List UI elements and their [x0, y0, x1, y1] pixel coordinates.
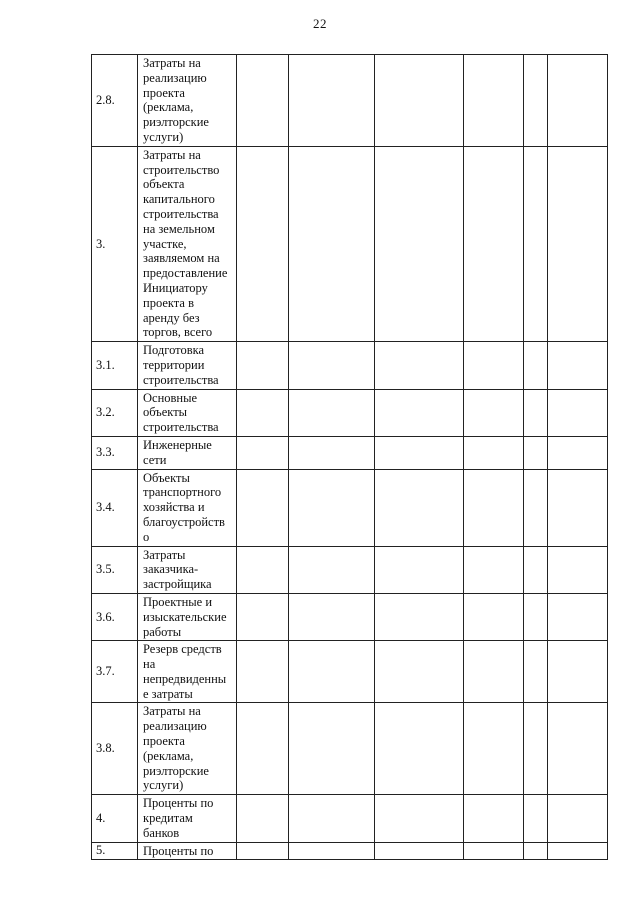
description-line: проекта: [143, 734, 185, 749]
empty-cell: [548, 842, 608, 860]
row-number: 3.5.: [92, 546, 138, 593]
empty-cell: [524, 342, 548, 389]
row-number: 3.3.: [92, 436, 138, 469]
empty-cell: [237, 703, 289, 795]
description-line: Затраты: [143, 547, 186, 562]
description-line: реализацию: [143, 719, 207, 734]
empty-cell: [524, 795, 548, 842]
table-row: [92, 342, 608, 389]
description-line: участке,: [143, 236, 187, 251]
empty-cell: [237, 546, 289, 593]
empty-cell: [375, 842, 464, 860]
row-description: [138, 546, 237, 593]
row-description: [138, 842, 237, 860]
empty-cell: [375, 795, 464, 842]
empty-cell: [289, 546, 375, 593]
description-line: Резерв средств: [143, 642, 222, 657]
row-description: [138, 593, 237, 640]
description-line: Затраты на: [143, 704, 201, 719]
description-line: (реклама,: [143, 100, 194, 115]
description-line: застройщика: [143, 577, 212, 592]
empty-cell: [375, 342, 464, 389]
empty-cell: [237, 795, 289, 842]
empty-cell: [464, 389, 524, 436]
empty-cell: [524, 436, 548, 469]
description-line: услуги): [143, 778, 184, 793]
table-row: [92, 389, 608, 436]
description-line: транспортного: [143, 485, 222, 500]
empty-cell: [289, 703, 375, 795]
table-row: [92, 546, 608, 593]
empty-cell: [375, 546, 464, 593]
empty-cell: [289, 436, 375, 469]
row-description: [138, 436, 237, 469]
empty-cell: [464, 842, 524, 860]
description-line: Проектные и: [143, 594, 213, 609]
description-line: капитального: [143, 192, 215, 207]
description-line: проекта: [143, 85, 185, 100]
description-line: е затраты: [143, 686, 193, 701]
description-line: сети: [143, 452, 167, 467]
description-line: Подготовка: [143, 343, 205, 358]
empty-cell: [524, 55, 548, 147]
description-line: банков: [143, 825, 180, 840]
description-line: объекты: [143, 405, 188, 420]
description-line: реализацию: [143, 70, 207, 85]
row-number: 3.8.: [92, 703, 138, 795]
description-line: на: [143, 657, 156, 672]
empty-cell: [237, 842, 289, 860]
table-row: [92, 146, 608, 341]
description-line: заявляемом на: [143, 251, 220, 266]
row-number: 3.2.: [92, 389, 138, 436]
empty-cell: [464, 55, 524, 147]
empty-cell: [237, 146, 289, 341]
row-description: [138, 55, 237, 147]
table-row: [92, 593, 608, 640]
empty-cell: [375, 146, 464, 341]
row-description: [138, 795, 237, 842]
row-number: 3.1.: [92, 342, 138, 389]
description-line: (реклама,: [143, 748, 194, 763]
description-line: строительство: [143, 162, 220, 177]
description-line: торгов, всего: [143, 325, 213, 340]
row-description: [138, 146, 237, 341]
empty-cell: [548, 436, 608, 469]
empty-cell: [524, 703, 548, 795]
empty-cell: [548, 146, 608, 341]
table-body: [92, 55, 608, 860]
empty-cell: [237, 55, 289, 147]
empty-cell: [289, 641, 375, 703]
description-line: Проценты по: [143, 843, 214, 858]
empty-cell: [548, 469, 608, 546]
row-description: [138, 342, 237, 389]
row-number: 3.6.: [92, 593, 138, 640]
row-description: [138, 469, 237, 546]
row-description: [138, 703, 237, 795]
table-row: [92, 703, 608, 795]
empty-cell: [464, 795, 524, 842]
empty-cell: [375, 703, 464, 795]
description-line: кредитам: [143, 811, 193, 826]
empty-cell: [289, 795, 375, 842]
empty-cell: [524, 593, 548, 640]
empty-cell: [524, 546, 548, 593]
description-line: благоустройств: [143, 514, 225, 529]
empty-cell: [464, 146, 524, 341]
description-line: строительства: [143, 206, 219, 221]
table-row: [92, 55, 608, 147]
row-number: 3.4.: [92, 469, 138, 546]
empty-cell: [524, 469, 548, 546]
empty-cell: [548, 55, 608, 147]
description-line: Затраты на: [143, 147, 201, 162]
description-line: заказчика-: [143, 562, 199, 577]
empty-cell: [375, 469, 464, 546]
empty-cell: [524, 146, 548, 341]
row-number: 3.7.: [92, 641, 138, 703]
empty-cell: [464, 641, 524, 703]
table-row: [92, 842, 608, 860]
empty-cell: [375, 593, 464, 640]
description-line: территории: [143, 357, 205, 372]
description-line: строительства: [143, 420, 219, 435]
empty-cell: [237, 342, 289, 389]
empty-cell: [237, 389, 289, 436]
empty-cell: [289, 842, 375, 860]
empty-cell: [375, 55, 464, 147]
description-line: услуги): [143, 129, 184, 144]
empty-cell: [237, 641, 289, 703]
empty-cell: [237, 469, 289, 546]
empty-cell: [289, 389, 375, 436]
empty-cell: [548, 593, 608, 640]
empty-cell: [464, 546, 524, 593]
description-line: Инженерные: [143, 437, 212, 452]
table-row: [92, 469, 608, 546]
description-line: Проценты по: [143, 796, 214, 811]
empty-cell: [289, 593, 375, 640]
description-line: проекта в: [143, 295, 194, 310]
description-line: на земельном: [143, 221, 215, 236]
page-number: 22: [313, 16, 327, 31]
description-line: объекта: [143, 177, 185, 192]
empty-cell: [289, 146, 375, 341]
row-number: 3.: [92, 146, 138, 341]
description-line: риэлторские: [143, 763, 209, 778]
empty-cell: [289, 342, 375, 389]
description-line: непредвиденны: [143, 671, 227, 686]
row-description: [138, 641, 237, 703]
description-line: Основные: [143, 390, 198, 405]
empty-cell: [548, 641, 608, 703]
empty-cell: [524, 389, 548, 436]
empty-cell: [289, 55, 375, 147]
empty-cell: [237, 436, 289, 469]
description-line: работы: [143, 624, 182, 639]
description-line: риэлторские: [143, 115, 209, 130]
table-row: [92, 641, 608, 703]
empty-cell: [237, 593, 289, 640]
empty-cell: [524, 842, 548, 860]
empty-cell: [375, 436, 464, 469]
description-line: Затраты на: [143, 56, 201, 70]
empty-cell: [548, 342, 608, 389]
description-line: предоставление: [143, 266, 228, 281]
empty-cell: [548, 389, 608, 436]
empty-cell: [464, 593, 524, 640]
description-line: аренду без: [143, 310, 200, 325]
empty-cell: [464, 436, 524, 469]
empty-cell: [289, 469, 375, 546]
row-number: 4.: [92, 795, 138, 842]
row-number: 2.8.: [92, 55, 138, 147]
row-description: [138, 389, 237, 436]
description-line: хозяйства и: [143, 500, 205, 515]
empty-cell: [464, 703, 524, 795]
empty-cell: [464, 469, 524, 546]
empty-cell: [524, 641, 548, 703]
empty-cell: [548, 795, 608, 842]
empty-cell: [548, 546, 608, 593]
description-line: Объекты: [143, 470, 190, 485]
empty-cell: [548, 703, 608, 795]
table-row: [92, 436, 608, 469]
table-row: [92, 795, 608, 842]
empty-cell: [375, 389, 464, 436]
empty-cell: [375, 641, 464, 703]
cost-table: [91, 54, 608, 860]
row-number: 5.: [92, 842, 138, 860]
description-line: строительства: [143, 372, 219, 387]
description-line: Инициатору: [143, 280, 208, 295]
empty-cell: [464, 342, 524, 389]
description-line: о: [143, 529, 150, 544]
description-line: изыскательские: [143, 609, 227, 624]
